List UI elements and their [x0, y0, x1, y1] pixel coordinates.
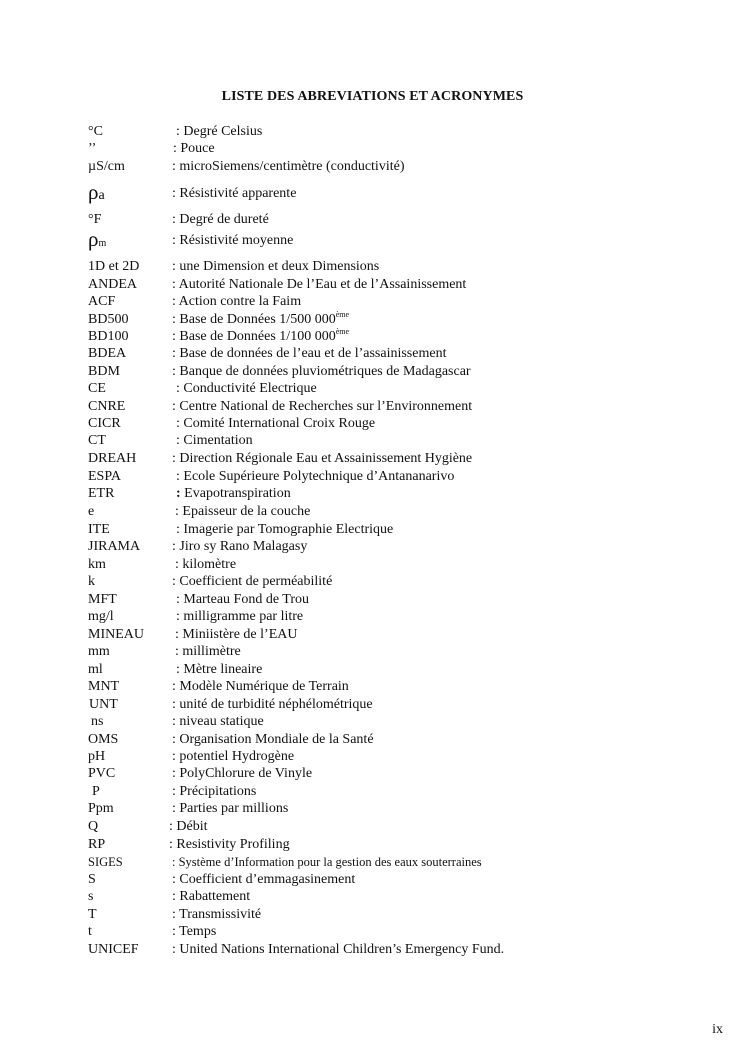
list-item — [0, 311, 745, 329]
definition — [172, 328, 349, 346]
definition-text: : Transmissivité — [172, 907, 262, 922]
list-item — [0, 450, 745, 468]
definition-text: : Modèle Numérique de Terrain — [172, 679, 349, 694]
list-item — [0, 573, 745, 591]
abbreviation: OMS — [88, 732, 119, 747]
definition — [176, 485, 291, 503]
definition — [172, 888, 250, 906]
abbreviation: ETR — [88, 486, 115, 501]
list-item — [0, 871, 745, 889]
list-item — [0, 591, 745, 609]
list-item — [0, 678, 745, 696]
definition-text: : milligramme par litre — [176, 609, 304, 624]
definition — [172, 450, 472, 468]
definition — [172, 678, 349, 696]
definition — [172, 258, 379, 276]
abbreviation — [88, 180, 105, 205]
definition-colon: : — [176, 486, 181, 501]
definition — [175, 503, 310, 521]
definition-text: : Base de Données 1/100 000 — [172, 329, 336, 344]
page-title: LISTE DES ABREVIATIONS ET ACRONYMES — [221, 89, 524, 104]
list-item — [0, 538, 745, 556]
list-item — [0, 818, 745, 836]
ordinal-superscript: ème — [335, 327, 350, 336]
definition — [172, 311, 349, 329]
definition-text: : Rabattement — [172, 889, 251, 904]
list-item — [0, 363, 745, 381]
definition-text: : United Nations International Children’s Emergency Fund. — [172, 942, 505, 957]
definition-text: : potentiel Hydrogène — [172, 749, 295, 764]
abbreviation: MNT — [88, 679, 120, 694]
definition — [172, 398, 472, 416]
definition — [172, 573, 332, 591]
definition — [172, 538, 307, 556]
definition — [176, 380, 317, 398]
definition — [172, 276, 466, 294]
abbreviation: ITE — [88, 522, 110, 537]
definition — [172, 941, 504, 959]
abbreviation: Q — [88, 819, 99, 834]
definition-text: : Résistivité apparente — [172, 186, 297, 201]
list-item — [0, 923, 745, 941]
definition — [172, 211, 269, 229]
definition-text: : Résistivité moyenne — [172, 233, 294, 248]
definition — [175, 643, 241, 661]
abbreviation: s — [88, 889, 94, 904]
abbreviation: P — [92, 784, 100, 799]
list-item — [0, 696, 745, 714]
definition — [172, 158, 404, 176]
definition-text: : unité de turbidité néphélométrique — [172, 697, 373, 712]
abbreviation: BDEA — [88, 346, 127, 361]
abbreviation: ml — [88, 662, 103, 677]
definition-text: : kilomètre — [175, 557, 237, 572]
abbreviation: km — [88, 557, 106, 572]
abbreviation: °C — [88, 124, 103, 139]
definition — [172, 232, 293, 250]
list-item — [0, 713, 745, 731]
list-item — [0, 380, 745, 398]
list-item — [0, 211, 745, 229]
abbreviation: BD500 — [88, 312, 129, 327]
definition-text: : millimètre — [175, 644, 241, 659]
definition-text: : Base de Données 1/500 000 — [172, 312, 336, 327]
definition — [175, 626, 297, 644]
definition-text: : Organisation Mondiale de la Santé — [172, 732, 374, 747]
list-item — [0, 503, 745, 521]
definition-text: : Comité International Croix Rouge — [176, 416, 376, 431]
definition — [176, 661, 262, 679]
list-item — [0, 765, 745, 783]
definition-text: Evapotranspiration — [180, 486, 291, 501]
definition — [172, 800, 288, 818]
abbreviation: T — [88, 907, 97, 922]
definition-text: : Coefficient de perméabilité — [172, 574, 333, 589]
definition — [172, 185, 296, 203]
definition-text: : Epaisseur de la couche — [175, 504, 311, 519]
abbreviation: Ppm — [88, 801, 114, 816]
list-item — [0, 643, 745, 661]
list-item — [0, 731, 745, 749]
list-item — [0, 276, 745, 294]
definition-text: : Autorité Nationale De l’Eau et de l’Assainissement — [172, 277, 467, 292]
list-item — [0, 415, 745, 433]
abbreviation: S — [88, 872, 96, 887]
definition-text: : Miniistère de l’EAU — [175, 627, 298, 642]
definition-text: : Action contre la Faim — [172, 294, 302, 309]
list-item — [0, 345, 745, 363]
abbreviation: UNICEF — [88, 942, 139, 957]
abbreviation: °F — [88, 212, 102, 227]
definition-text: : Mètre lineaire — [176, 662, 263, 677]
definition — [176, 415, 375, 433]
abbreviation: MFT — [88, 592, 117, 607]
definition-text: : Degré de dureté — [172, 212, 269, 227]
list-item — [0, 783, 745, 801]
abbreviation: ESPA — [88, 469, 121, 484]
abbreviation: ANDEA — [88, 277, 137, 292]
list-item — [0, 748, 745, 766]
abbreviation: mm — [88, 644, 110, 659]
abbreviation: CICR — [88, 416, 121, 431]
abbreviation — [88, 227, 107, 253]
definition — [169, 818, 208, 836]
definition-text: : Précipitations — [172, 784, 257, 799]
definition — [169, 836, 290, 854]
definition-text: : Banque de données pluviométriques de Madagascar — [172, 364, 471, 379]
ordinal-superscript: ème — [335, 310, 350, 319]
definition — [176, 591, 309, 609]
definition-text: : PolyChlorure de Vinyle — [172, 766, 313, 781]
definition-text: : Resistivity Profiling — [169, 837, 290, 852]
definition-text: : Centre National de Recherches sur l’Environnement — [172, 399, 473, 414]
abbreviation: MINEAU — [88, 627, 144, 642]
definition-text: : Temps — [172, 924, 217, 939]
list-item — [0, 293, 745, 311]
abbreviation: CT — [88, 433, 106, 448]
abbreviation: BDM — [88, 364, 120, 379]
definition — [172, 783, 256, 801]
abbreviation-suffix: m — [98, 238, 107, 249]
list-item — [0, 888, 745, 906]
definition — [172, 363, 471, 381]
definition — [176, 608, 303, 626]
definition-text: : Cimentation — [176, 433, 253, 448]
list-item — [0, 158, 745, 176]
definition-text: : niveau statique — [172, 714, 264, 729]
abbreviation: pH — [88, 749, 106, 764]
definition — [172, 713, 264, 731]
definition — [172, 765, 312, 783]
definition-text: : Base de données de l’eau et de l’assainissement — [172, 346, 447, 361]
rho-symbol: ρ — [88, 180, 99, 204]
definition — [176, 468, 454, 486]
definition — [172, 923, 216, 941]
abbreviation: CNRE — [88, 399, 126, 414]
definition-text: : Parties par millions — [172, 801, 289, 816]
list-item — [0, 432, 745, 450]
definition-text: : Système d’Information pour la gestion des eaux souterraines — [172, 855, 482, 869]
list-item — [0, 608, 745, 626]
abbreviation: e — [88, 504, 95, 519]
page-number: ix — [712, 1022, 723, 1037]
list-item — [0, 521, 745, 539]
abbreviation: UNT — [89, 697, 118, 712]
definition-text: : Degré Celsius — [176, 124, 263, 139]
abbreviation: t — [88, 924, 92, 939]
abbreviation: JIRAMA — [88, 539, 141, 554]
list-item — [0, 140, 745, 158]
list-item — [0, 626, 745, 644]
list-item — [0, 398, 745, 416]
list-item — [0, 328, 745, 346]
definition — [172, 696, 373, 714]
list-item — [0, 800, 745, 818]
definition — [175, 556, 236, 574]
definition — [176, 432, 253, 450]
definition-text: : Marteau Fond de Trou — [176, 592, 309, 607]
list-item — [0, 468, 745, 486]
definition-text: : Imagerie par Tomographie Electrique — [176, 522, 394, 537]
definition — [172, 345, 446, 363]
definition-text: : Ecole Supérieure Polytechnique d’Antananarivo — [176, 469, 455, 484]
abbreviation: µS/cm — [88, 159, 125, 174]
abbreviation: BD100 — [88, 329, 129, 344]
abbreviation: ’’ — [88, 141, 97, 156]
abbreviation-suffix: a — [98, 188, 105, 203]
definition-text: : une Dimension et deux Dimensions — [172, 259, 380, 274]
abbreviation: DREAH — [88, 451, 137, 466]
definition — [172, 293, 301, 311]
abbreviation: SIGES — [88, 855, 123, 869]
definition — [172, 731, 374, 749]
abbreviation: RP — [88, 837, 106, 852]
abbreviation: ACF — [88, 294, 116, 309]
definition-text: : microSiemens/centimètre (conductivité) — [172, 159, 405, 174]
list-item — [0, 556, 745, 574]
definition — [173, 140, 215, 158]
definition-text: : Direction Régionale Eau et Assainissement Hygiène — [172, 451, 473, 466]
definition-text: : Pouce — [173, 141, 215, 156]
list-item — [0, 123, 745, 141]
rho-symbol: ρ — [88, 227, 99, 251]
definition — [172, 748, 294, 766]
definition-text: : Jiro sy Rano Malagasy — [172, 539, 308, 554]
definition — [172, 853, 482, 871]
list-item — [0, 258, 745, 276]
definition-text: : Coefficient d’emmagasinement — [172, 872, 356, 887]
abbreviation: k — [88, 574, 95, 589]
definition — [176, 123, 262, 141]
definition — [172, 906, 261, 924]
list-item — [0, 661, 745, 679]
abbreviation: ns — [91, 714, 104, 729]
definition — [176, 521, 393, 539]
list-item — [0, 227, 745, 251]
list-item — [0, 941, 745, 959]
definition-text: : Débit — [169, 819, 208, 834]
abbreviation: CE — [88, 381, 106, 396]
list-item — [0, 906, 745, 924]
definition-text: : Conductivité Electrique — [176, 381, 317, 396]
list-item — [0, 836, 745, 854]
list-item — [0, 180, 745, 204]
list-item — [0, 485, 745, 503]
definition — [172, 871, 355, 889]
list-item — [0, 853, 745, 871]
abbreviation: mg/l — [88, 609, 114, 624]
abbreviation: 1D et 2D — [88, 259, 140, 274]
abbreviation: PVC — [88, 766, 116, 781]
